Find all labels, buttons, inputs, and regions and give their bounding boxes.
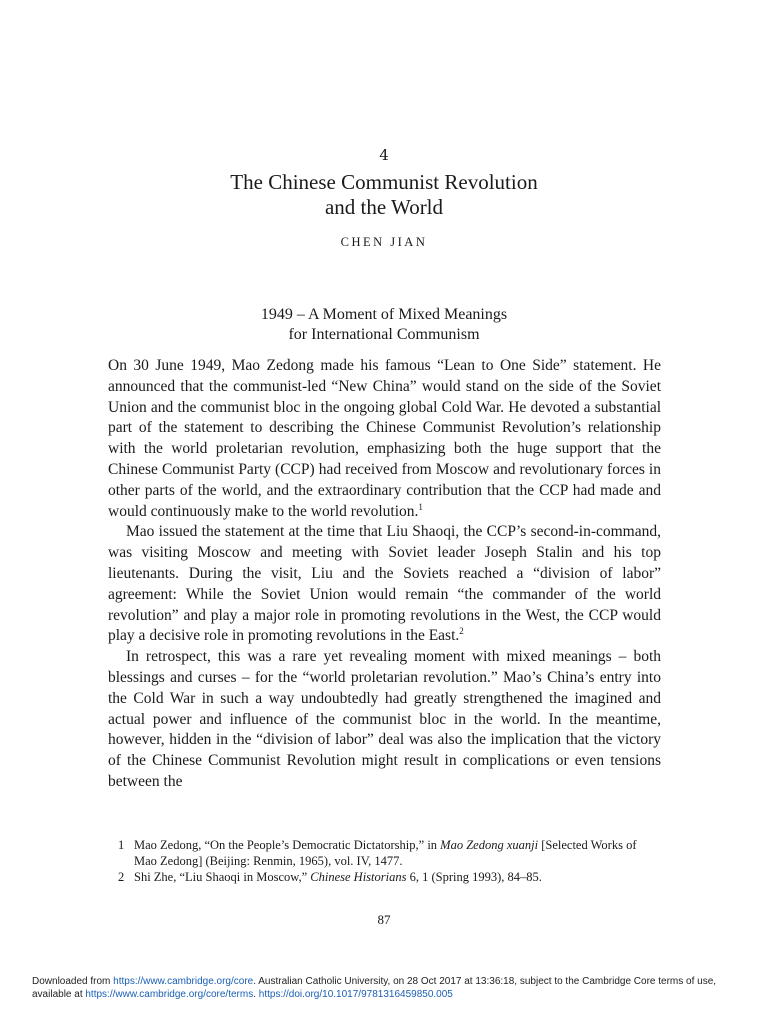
chapter-title-line-1: The Chinese Communist Revolution [230, 170, 538, 194]
chapter-author: CHEN JIAN [340, 235, 428, 249]
footnote-text: Shi Zhe, “Liu Shaoqi in Moscow,” [134, 870, 311, 884]
footnote-number: 2 [118, 870, 125, 884]
footnote-marker[interactable]: 1 [418, 501, 423, 512]
footnotes [118, 837, 658, 885]
footnote-text: Mao Zedong, “On the People’s Democratic Dictatorship,” in [134, 838, 441, 852]
footnote-marker[interactable]: 2 [459, 626, 464, 637]
paragraph [108, 356, 661, 522]
paragraph [108, 522, 661, 647]
paragraph [108, 647, 661, 793]
chapter-title [0, 170, 768, 220]
download-notice [32, 975, 732, 1001]
terms-link[interactable]: https://www.cambridge.org/core/terms [85, 989, 254, 1000]
footnote [118, 837, 658, 869]
section-heading [0, 305, 768, 345]
paragraph-text: Mao issued the statement at the time that Liu Shaoqi, the CCP’s second-in-command, was visiting Moscow and meeting with Soviet leader Joseph Stalin and his top lieutenants. During the visit, Liu and the Soviets reached a “division of labor” agreement: While the Soviet Union would remain “the commander of the world revolution” and play a major role in promoting revolutions in the West, the CCP would play a decisive role in promoting revolutions in the East. [108, 523, 661, 645]
notice-text: . Australian Catholic University, on 28 Oct 2017 at 13:36:18, subject to the Cambridge Core terms of use, available at [32, 976, 717, 1000]
paragraph-text: On 30 June 1949, Mao Zedong made his famous “Lean to One Side” statement. He announced that the communist-led “New China” would stand on the side of the Soviet Union and the communist bloc in the ongoing global Cold War. He devoted a substantial part of the statement to describing the Chinese Communist Revolution’s relationship with the world proletarian revolution, emphasizing both the huge support that the Chinese Communist Party (CCP) had received from Moscow and revolutionary forces in other parts of the world, and the extraordinary contribution that the CCP had made and would continuously make to the world revolution. [108, 357, 661, 520]
notice-text: Downloaded from [32, 976, 114, 987]
page-number: 87 [377, 912, 391, 927]
footnote-text: [Selected Works of Mao Zedong] (Beijing: Renmin, 1965), vol. IV, 1477. [134, 838, 637, 868]
doi-link[interactable]: https://doi.org/10.1017/9781316459850.005 [258, 989, 453, 1000]
section-heading-line-2: for International Communism [288, 326, 480, 343]
section-heading-line-1: 1949 – A Moment of Mixed Meanings [260, 306, 508, 323]
chapter-number: 4 [379, 146, 389, 164]
footnote-number: 1 [118, 838, 125, 852]
footnote-italic-title: Mao Zedong xuanji [440, 838, 539, 852]
cambridge-core-link[interactable]: https://www.cambridge.org/core [113, 976, 254, 987]
notice-text: . [253, 989, 259, 1000]
body-text [108, 356, 661, 793]
paragraph-text: In retrospect, this was a rare yet revealing moment with mixed meanings – both blessings and curses – for the “world proletarian revolution.” Mao’s China’s entry into the Cold War in such a way undoubtedly had greatly strengthened the imagined and actual power and influence of the communist bloc in the world. In the meantime, however, hidden in the “division of labor” deal was also the implication that the victory of the Chinese Communist Revolution might result in complications or even tensions between the [108, 648, 661, 790]
footnote-italic-title: Chinese Historians [310, 870, 407, 884]
footnote [118, 869, 658, 885]
chapter-title-line-2: and the World [324, 195, 444, 219]
footnote-text: 6, 1 (Spring 1993), 84–85. [406, 870, 542, 884]
